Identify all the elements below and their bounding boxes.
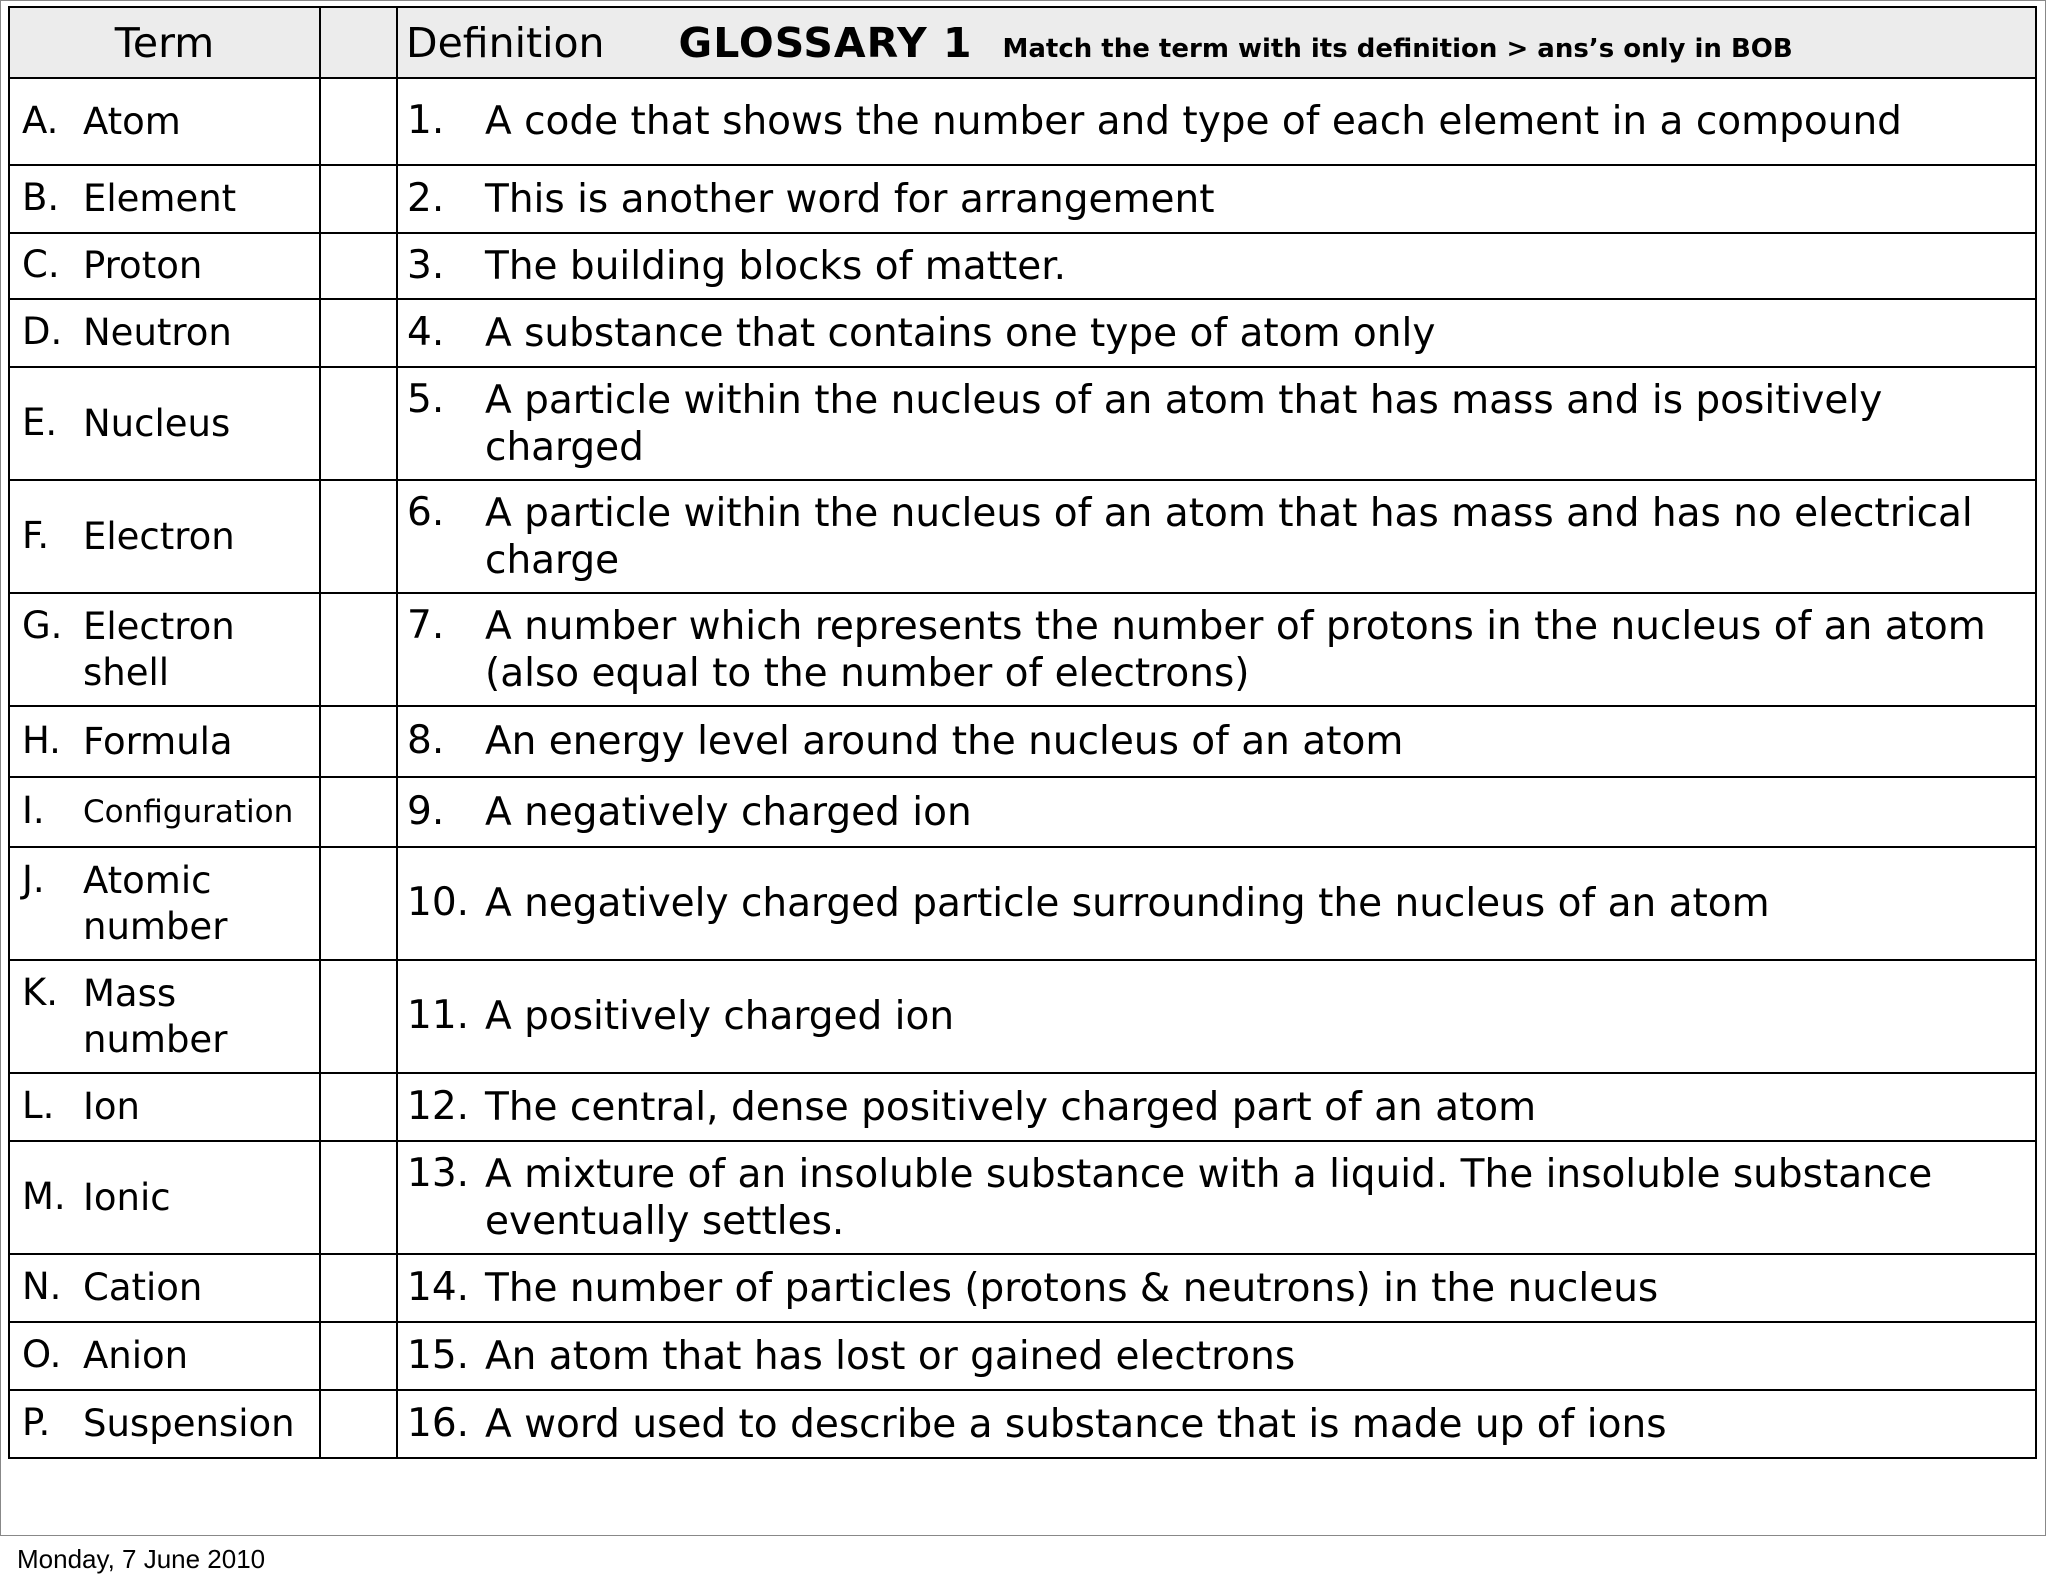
glossary-row xyxy=(9,777,2036,847)
definition-text: A negatively charged ion xyxy=(485,789,972,835)
answer-cell[interactable] xyxy=(320,847,397,960)
definition-text: A particle within the nucleus of an atom that has mass and is positively charged xyxy=(485,377,1883,470)
definition-number: 14. xyxy=(407,1264,470,1310)
definition-text: A word used to describe a substance that is made up of ions xyxy=(485,1401,1667,1447)
glossary-row xyxy=(9,1322,2036,1390)
definition-cell xyxy=(397,777,2036,847)
term-cell xyxy=(9,233,320,299)
definition-text: A particle within the nucleus of an atom that has mass and has no electrical charge xyxy=(485,490,1973,583)
definition-number: 16. xyxy=(407,1400,470,1446)
term-letter: M. xyxy=(22,1174,66,1218)
definition-cell xyxy=(397,593,2036,706)
term-word: Atom xyxy=(83,99,181,143)
answer-cell[interactable] xyxy=(320,960,397,1073)
answer-cell[interactable] xyxy=(320,1322,397,1390)
glossary-row xyxy=(9,78,2036,165)
answer-cell[interactable] xyxy=(320,367,397,480)
term-word: Atomic number xyxy=(83,858,228,948)
glossary-table xyxy=(8,6,2037,1459)
term-letter: O. xyxy=(22,1333,62,1376)
definition-number: 13. xyxy=(407,1150,470,1196)
term-cell xyxy=(9,847,320,960)
definition-number: 11. xyxy=(407,993,470,1038)
glossary-row xyxy=(9,480,2036,593)
definition-cell xyxy=(397,847,2036,960)
term-letter: N. xyxy=(22,1265,62,1308)
term-cell xyxy=(9,960,320,1073)
glossary-row xyxy=(9,1390,2036,1458)
term-word: Mass number xyxy=(83,971,228,1061)
term-word: Ion xyxy=(83,1085,140,1128)
definition-text: A code that shows the number and type of each element in a compound xyxy=(485,99,1902,144)
glossary-row xyxy=(9,1254,2036,1322)
term-letter: L. xyxy=(22,1084,55,1127)
definition-column-header xyxy=(397,7,2036,78)
answer-cell[interactable] xyxy=(320,299,397,367)
header-row xyxy=(9,7,2036,78)
definition-text: An energy level around the nucleus of an atom xyxy=(485,719,1404,764)
definition-cell xyxy=(397,299,2036,367)
term-letter: D. xyxy=(22,310,63,353)
definition-number: 6. xyxy=(407,489,445,535)
definition-cell xyxy=(397,367,2036,480)
term-cell xyxy=(9,1254,320,1322)
term-word: Element xyxy=(83,177,237,220)
definition-text: A mixture of an insoluble substance with a liquid. The insoluble substance eventually settles. xyxy=(485,1151,1933,1244)
definition-cell xyxy=(397,960,2036,1073)
answer-cell[interactable] xyxy=(320,165,397,233)
term-letter: G. xyxy=(22,603,63,647)
term-letter: C. xyxy=(22,243,60,286)
answer-cell[interactable] xyxy=(320,777,397,847)
answer-cell[interactable] xyxy=(320,1390,397,1458)
glossary-row xyxy=(9,593,2036,706)
glossary-row xyxy=(9,165,2036,233)
answer-column-header xyxy=(320,7,397,78)
definition-cell xyxy=(397,233,2036,299)
term-word: Electron xyxy=(83,514,235,558)
definition-text: A number which represents the number of protons in the nucleus of an atom (also equal to the number of electrons) xyxy=(485,603,1986,696)
term-cell xyxy=(9,1073,320,1141)
glossary-row xyxy=(9,233,2036,299)
definition-cell xyxy=(397,1322,2036,1390)
answer-cell[interactable] xyxy=(320,1254,397,1322)
term-letter: P. xyxy=(22,1401,51,1444)
glossary-row xyxy=(9,367,2036,480)
definition-number: 15. xyxy=(407,1332,470,1378)
term-cell xyxy=(9,299,320,367)
definition-number: 2. xyxy=(407,175,445,221)
definition-number: 5. xyxy=(407,376,445,422)
term-cell xyxy=(9,480,320,593)
term-letter: J. xyxy=(22,857,45,901)
term-column-header: Term xyxy=(9,7,320,78)
term-word: Nucleus xyxy=(83,401,231,445)
definition-text: The number of particles (protons & neutrons) in the nucleus xyxy=(485,1265,1659,1311)
glossary-row xyxy=(9,1141,2036,1254)
glossary-title: GLOSSARY 1 xyxy=(678,18,973,67)
definition-cell xyxy=(397,480,2036,593)
term-cell xyxy=(9,1322,320,1390)
definition-number: 9. xyxy=(407,788,445,834)
definition-cell xyxy=(397,165,2036,233)
term-word: Anion xyxy=(83,1334,189,1377)
term-word: Electron shell xyxy=(83,604,235,694)
definition-cell xyxy=(397,1390,2036,1458)
term-letter: B. xyxy=(22,176,60,219)
answer-cell[interactable] xyxy=(320,1141,397,1254)
definition-number: 10. xyxy=(407,880,470,925)
definition-cell xyxy=(397,1254,2036,1322)
definition-number: 1. xyxy=(407,98,445,143)
term-letter: F. xyxy=(22,513,50,557)
term-word: Cation xyxy=(83,1266,203,1309)
glossary-row xyxy=(9,960,2036,1073)
term-cell xyxy=(9,367,320,480)
definition-cell xyxy=(397,706,2036,777)
term-cell xyxy=(9,593,320,706)
definition-label: Definition xyxy=(406,18,605,67)
term-word: Ionic xyxy=(83,1175,171,1219)
definition-text: A positively charged ion xyxy=(485,994,955,1039)
term-word: Configuration xyxy=(83,794,294,830)
definition-cell xyxy=(397,78,2036,165)
definition-text: The building blocks of matter. xyxy=(485,243,1067,289)
answer-cell[interactable] xyxy=(320,593,397,706)
glossary-row xyxy=(9,1073,2036,1141)
term-letter: K. xyxy=(22,970,59,1014)
term-cell xyxy=(9,1141,320,1254)
term-word: Neutron xyxy=(83,311,232,354)
answer-cell[interactable] xyxy=(320,1073,397,1141)
term-word: Formula xyxy=(83,719,233,763)
term-letter: A. xyxy=(22,98,59,142)
definition-cell xyxy=(397,1141,2036,1254)
definition-number: 4. xyxy=(407,309,445,355)
glossary-row xyxy=(9,847,2036,960)
definition-text: A negatively charged particle surrounding the nucleus of an atom xyxy=(485,881,1770,926)
definition-cell xyxy=(397,1073,2036,1141)
term-cell xyxy=(9,706,320,777)
answer-cell[interactable] xyxy=(320,706,397,777)
definition-text: An atom that has lost or gained electrons xyxy=(485,1333,1296,1379)
answer-cell[interactable] xyxy=(320,233,397,299)
definition-text: A substance that contains one type of atom only xyxy=(485,310,1436,356)
definition-number: 12. xyxy=(407,1083,470,1129)
term-cell xyxy=(9,1390,320,1458)
footer-date: Monday, 7 June 2010 xyxy=(17,1544,266,1574)
answer-cell[interactable] xyxy=(320,480,397,593)
term-letter: H. xyxy=(22,718,61,762)
term-word: Suspension xyxy=(83,1402,295,1445)
definition-number: 8. xyxy=(407,718,445,763)
answer-cell[interactable] xyxy=(320,78,397,165)
instruction-text: Match the term with its definition > ans’s only in BOB xyxy=(1002,33,1793,64)
term-word: Proton xyxy=(83,244,203,287)
term-letter: E. xyxy=(22,400,58,444)
term-cell xyxy=(9,777,320,847)
term-cell xyxy=(9,78,320,165)
definition-number: 7. xyxy=(407,602,445,648)
glossary-row xyxy=(9,706,2036,777)
definition-text: This is another word for arrangement xyxy=(485,176,1215,222)
definition-number: 3. xyxy=(407,242,445,288)
definition-text: The central, dense positively charged part of an atom xyxy=(485,1084,1537,1130)
term-cell xyxy=(9,165,320,233)
glossary-row xyxy=(9,299,2036,367)
term-letter: I. xyxy=(22,789,45,832)
